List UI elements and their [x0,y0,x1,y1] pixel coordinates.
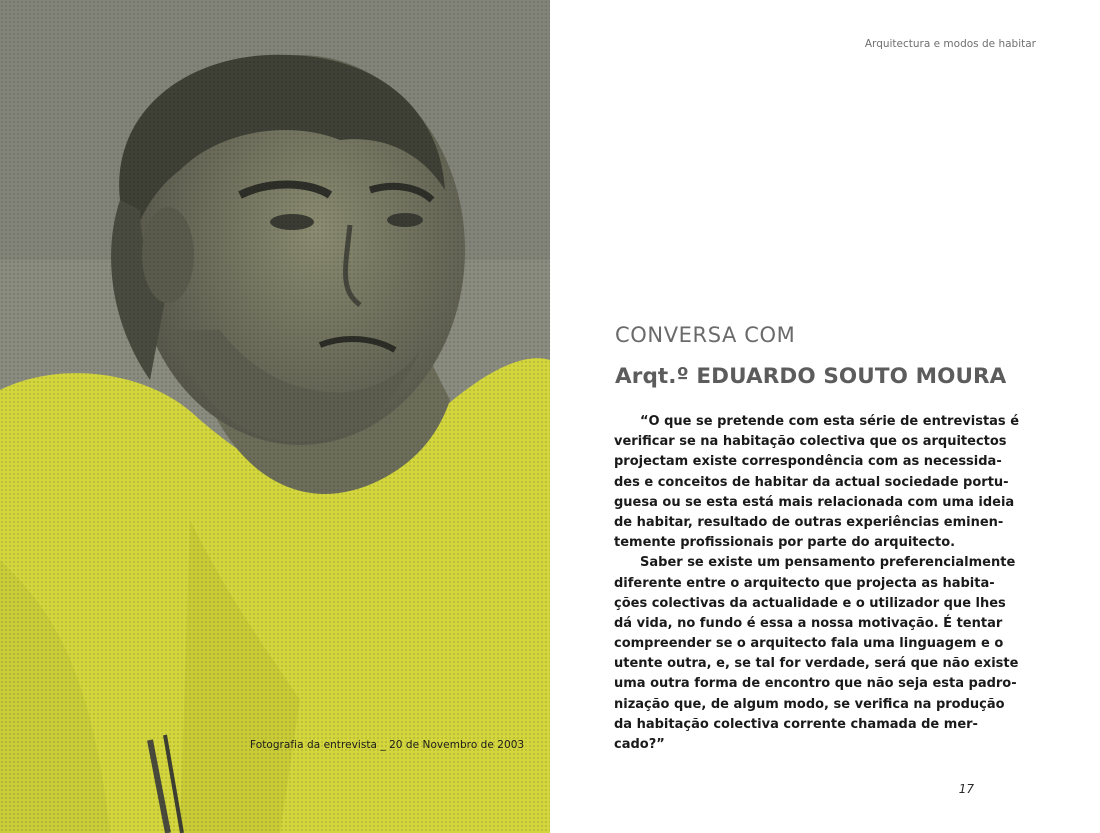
body-line: dá vida, no fundo é essa a nossa motivação. É tentar [614,615,1003,631]
body-line: compreender se o arquitecto fala uma linguagem e o [614,636,1004,652]
photo-caption: Fotografia da entrevista _ 20 de Novembro de 2003 [250,739,525,751]
body-line: Saber se existe um pensamento preferencialmente [640,555,1016,571]
body-line: diferente entre o arquitecto que projecta as habita- [614,575,995,591]
body-line: cado?” [614,737,665,752]
article-body [614,412,1020,755]
page-number: 17 [958,782,974,796]
body-line: de habitar, resultado de outras experiências eminen- [614,514,1004,530]
article-kicker: CONVERSA COM [615,323,796,347]
body-line: des e conceitos de habitar da actual sociedade portu- [614,474,1009,490]
body-line: “O que se pretende com esta série de entrevistas é [640,414,1020,429]
body-line: utente outra, e, se tal for verdade, será que não existe [614,656,1019,672]
text-page [550,0,1100,833]
body-line: temente profissionais por parte do arquitecto. [614,535,956,551]
body-line: da habitação colectiva corrente chamada de mer- [614,716,978,732]
running-header: Arquitectura e modos de habitar [864,38,1036,50]
body-line: guesa ou se esta está mais relacionada com uma ideia [614,494,1015,510]
body-line: uma outra forma de encontro que não seja esta padro- [614,676,1017,692]
body-line: verificar se na habitação colectiva que os arquitectos [614,434,1007,450]
article-headline: Arqt.º EDUARDO SOUTO MOURA [615,364,1007,389]
body-line: nização que, de algum modo, se verifica na produção [614,696,1005,712]
body-line: ções colectivas da actualidade e o utilizador que lhes [614,595,1006,611]
body-line: projectam existe correspondência com as necessida- [614,454,1002,470]
